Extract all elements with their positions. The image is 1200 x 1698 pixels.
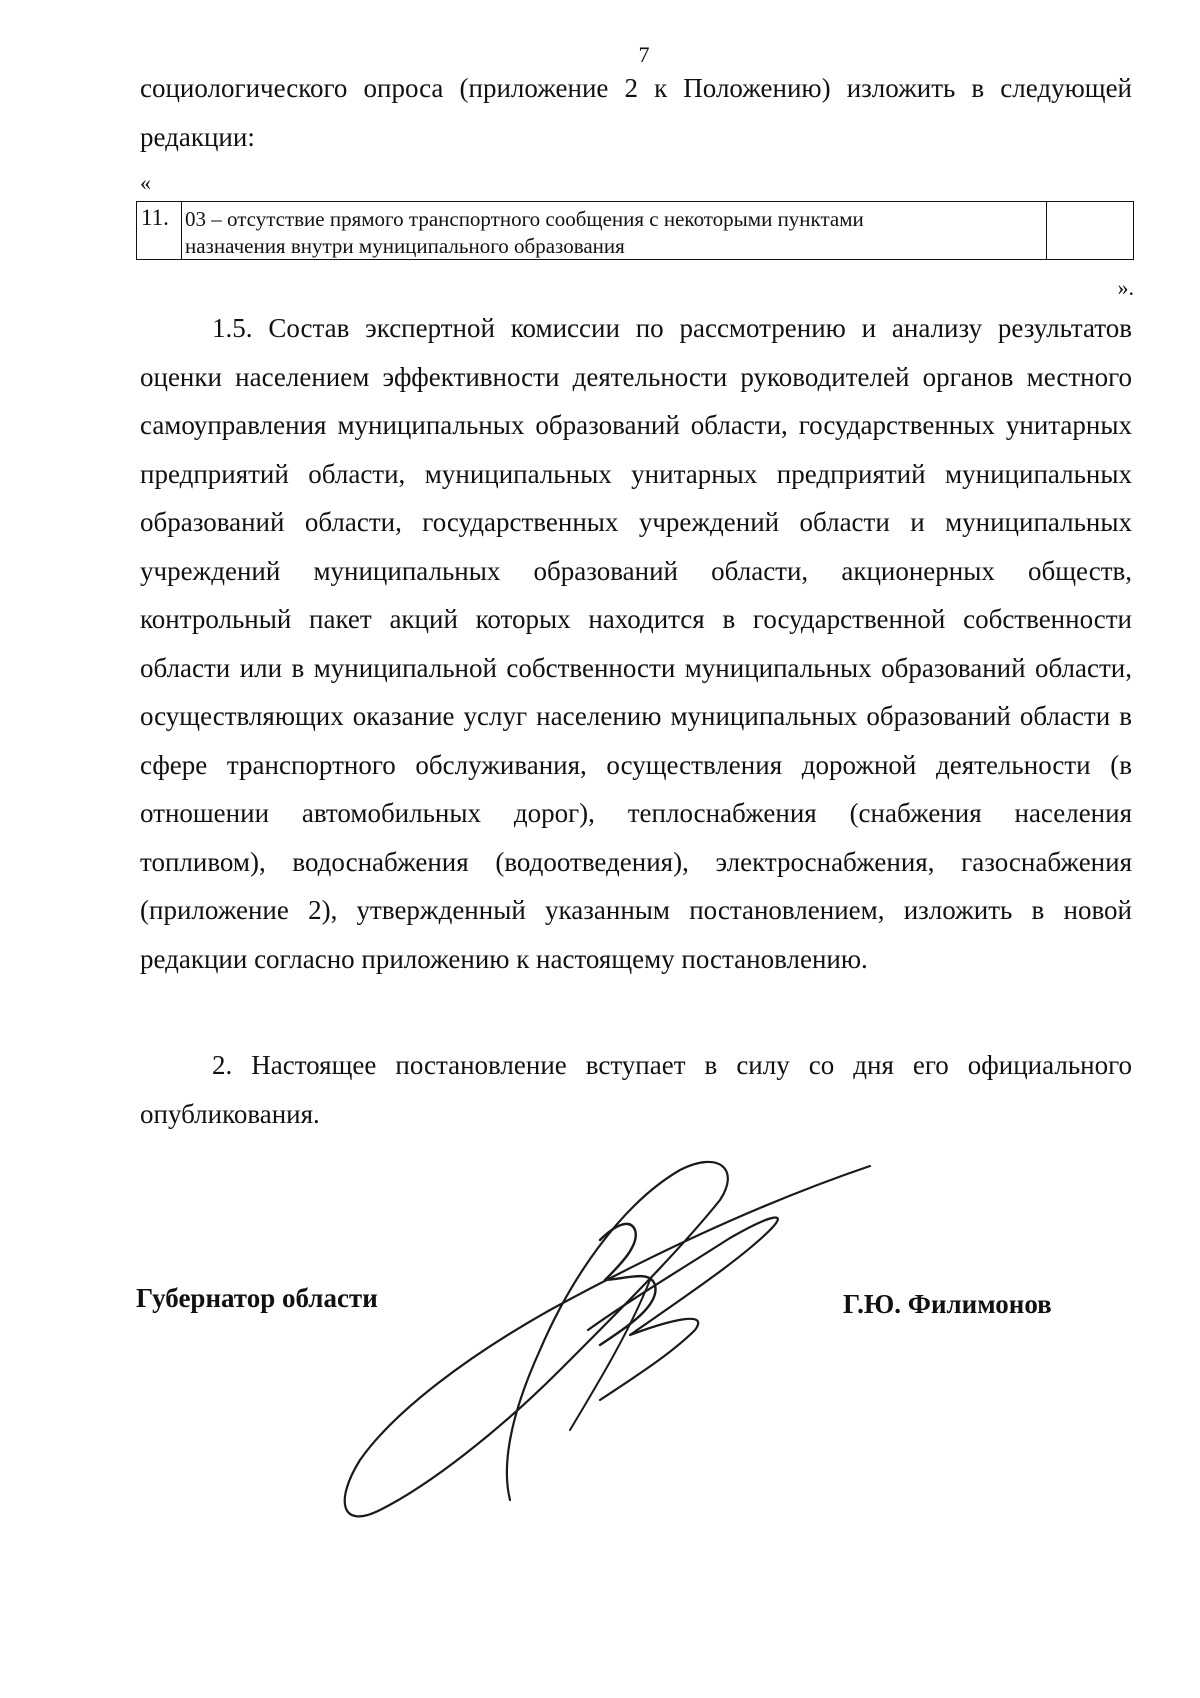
row-value-cell <box>1047 202 1133 259</box>
signatory-title: Губернатор области <box>136 1283 378 1313</box>
handwritten-signature <box>300 1130 900 1530</box>
row-text-line-2: назначения внутри муниципального образования <box>185 234 625 258</box>
quote-open-mark: « <box>140 170 151 195</box>
amendment-table-row <box>136 201 1134 260</box>
quote-close-mark: ». <box>1117 275 1134 300</box>
intro-paragraph: социологического опроса (приложение 2 к Положению) изложить в следующей редакции: <box>140 73 1132 152</box>
page-number: 7 <box>638 42 650 67</box>
row-text-line-1: 03 – отсутствие прямого транспортного сообщения с некоторыми пунктами <box>185 207 864 231</box>
row-text-cell <box>182 202 1047 259</box>
signatory-name: Г.Ю. Филимонов <box>843 1289 1052 1319</box>
paragraph-1-5: 1.5. Состав экспертной комиссии по рассмотрению и анализу результатов оценки населением эффективности деятельности руководителей органов местного самоуправления муниципальных образований области, государственных унитарных предприятий области, муниципальных унитарных предприятий муниципальных образований области, государственных учреждений области и муниципальных учреждений муниципальных образований области, акционерных обществ, контрольный пакет акций которых находится в государственной собственности области или в муниципальной собственности муниципальных образований области, осуществляющих оказание услуг населению муниципальных образований области в сфере транспортного обслуживания, осуществления дорожной деятельности (в отношении автомобильных дорог), теплоснабжения (снабжения населения топливом), водоснабжения (водоотведения), электроснабжения, газоснабжения (приложение 2), утвержденный указанным постановлением, изложить в новой редакции согласно приложению к настоящему постановлению. <box>140 313 1132 974</box>
paragraph-2: 2. Настоящее постановление вступает в силу со дня его официального опубликования. <box>140 1050 1132 1129</box>
row-number-cell: 11. <box>137 202 182 259</box>
